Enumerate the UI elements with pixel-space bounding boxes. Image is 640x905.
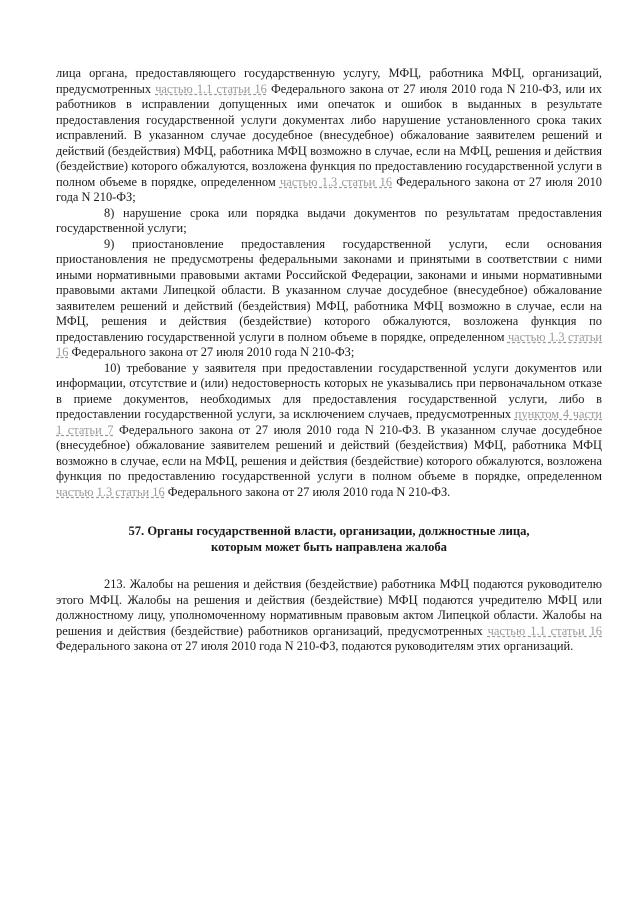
text: 213. Жалобы на решения и действия (бездействие) работника МФЦ подаются руководителю этого МФЦ. Жалобы на решения и действия (бездействие) МФЦ подаются учредителю МФЦ или должностному лицу, уполномоченному нормативным правовым актом Липецкой области. Жалобы на решения и действия (бездействие) работников организаций, предусмотренных: [56, 577, 602, 638]
text: лица органа, предоставляющего государственную услугу, МФЦ, работника МФЦ, организаций, предусмотренных: [56, 66, 602, 96]
section-heading-line: 57. Органы государственной власти, организации, должностные лица,: [128, 524, 530, 538]
law-reference-link[interactable]: пунктом 4 части 1 статьи 7: [56, 407, 602, 437]
text: Федерального закона от 27 июля 2010 года N 210-ФЗ.: [164, 484, 451, 499]
text: 10) требование у заявителя при предоставлении государственной услуги документов или информации, отсутствие и (или) недостоверность которых не указывались при первоначальном отказе в приеме документов, необходимых для предоставления государственной услуги, либо в предоставлении государственной услуги, за исключением случаев, предусмотренных: [56, 360, 602, 421]
law-reference-link[interactable]: частью 1.1 статьи 16: [487, 623, 602, 638]
text: Федерального закона от 27 июля 2010 года N 210-ФЗ, подаются руководителям этих организаций.: [56, 639, 574, 653]
paragraph-item-9: [56, 237, 602, 361]
law-reference-link[interactable]: частью 1.3 статьи 16: [56, 484, 165, 499]
text: Федерального закона от 27 июля 2010 года N 210-ФЗ;: [56, 174, 602, 204]
section-heading-line: которым может быть направлена жалоба: [211, 539, 447, 554]
text: Федерального закона от 27 июля 2010 года N 210-ФЗ, или их работников в исправлении допущенных ими опечаток и ошибок в выданных в результате предоставления государственной услуги документах либо нарушение установленного срока таких исправлений. В указанном случае досудебное (внесудебное) обжалование заявителем решений и действий (бездействия) МФЦ, работника МФЦ возможно в случае, если на МФЦ, решения и действия (бездействие) которого обжалуются, возложена функция по предоставлению государственной услуги в полном объеме в порядке, определенном: [56, 81, 602, 189]
section-heading: [56, 524, 602, 555]
law-reference-link[interactable]: частью 1.3 статьи 16: [279, 174, 393, 189]
paragraph-213: [56, 577, 602, 655]
law-reference-link[interactable]: частью 1.3 статьи 16: [56, 329, 602, 359]
text: 9) приостановление предоставления государственной услуги, если основания приостановления не предусмотрены федеральными законами и принятыми в соответствии с ними иными нормативными правовыми актами Российской Федерации, законами и иными нормативными правовыми актами Липецкой области. В указанном случае досудебное (внесудебное) обжалование заявителем решений и действий (бездействия) МФЦ, работника МФЦ возможно в случае, если на МФЦ, решения и действия (бездействие) которого обжалуются, возложена функция по предоставлению государственной услуги в полном объеме в порядке, определенном: [56, 236, 602, 344]
text: Федерального закона от 27 июля 2010 года N 210-ФЗ;: [68, 345, 355, 359]
law-reference-link[interactable]: частью 1.1 статьи 16: [155, 81, 267, 96]
document-page: [56, 66, 602, 655]
paragraph-item-10: [56, 361, 602, 501]
paragraph-continuation: [56, 66, 602, 206]
paragraph-item-8: 8) нарушение срока или порядка выдачи документов по результатам предоставления государственной услуги;: [56, 205, 602, 235]
text: Федерального закона от 27 июля 2010 года N 210-ФЗ. В указанном случае досудебное (внесудебное) обжалование заявителем решений и действий (бездействия) МФЦ, работника МФЦ возможно в случае, если на МФЦ, решения и действия (бездействие) которого обжалуются, возложена функция по предоставлению государственной услуги в полном объеме в порядке, определенном: [56, 422, 602, 483]
